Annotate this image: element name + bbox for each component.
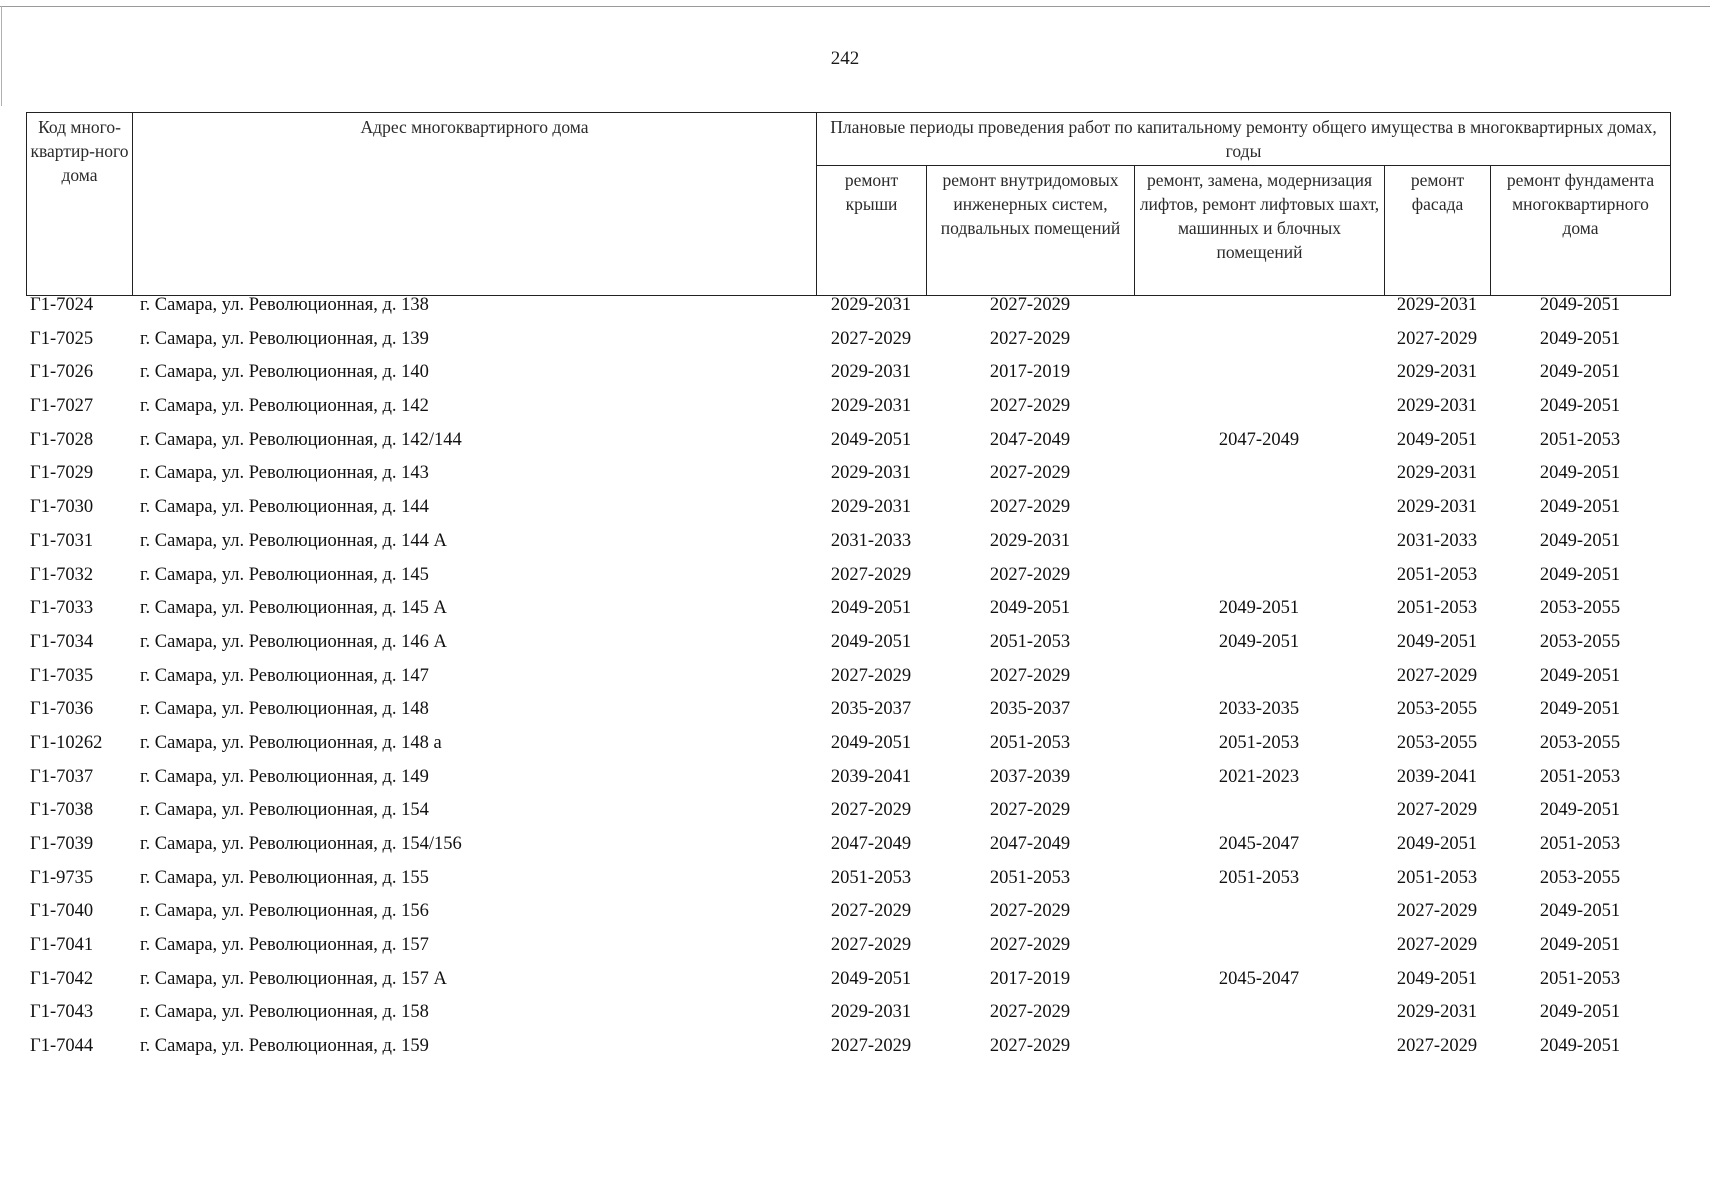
cell-engineering: 2051-2053 [989,867,1071,888]
cell-address: г. Самара, ул. Революционная, д. 145 [140,564,429,585]
cell-code: Г1-7031 [30,530,94,551]
cell-facade: 2049-2051 [1396,429,1478,450]
cell-engineering: 2027-2029 [989,901,1071,922]
cell-code: Г1-7030 [30,497,94,518]
cell-engineering: 2027-2029 [989,396,1071,417]
table-row [26,463,1670,497]
cell-elevators: 2021-2023 [1218,766,1300,787]
cell-code: Г1-7033 [30,598,94,619]
cell-code: Г1-7044 [30,1036,94,1057]
cell-facade: 2029-2031 [1396,463,1478,484]
cell-code: Г1-7032 [30,564,94,585]
cell-facade: 2027-2029 [1396,328,1478,349]
cell-engineering: 2047-2049 [989,429,1071,450]
cell-elevators: 2051-2053 [1218,732,1300,753]
table-row [26,969,1670,1003]
cell-code: Г1-7026 [30,362,94,383]
cell-address: г. Самара, ул. Революционная, д. 145 А [140,598,447,619]
cell-engineering: 2035-2037 [989,699,1071,720]
cell-elevators [1134,565,1384,599]
cell-engineering: 2027-2029 [989,1002,1071,1023]
table-row [26,800,1670,834]
cell-roof: 2047-2049 [830,834,912,854]
cell-roof: 2029-2031 [830,362,912,383]
cell-facade: 2027-2029 [1396,935,1478,956]
cell-facade: 2039-2041 [1396,766,1478,787]
cell-foundation: 2053-2055 [1539,867,1621,888]
cell-engineering: 2017-2019 [989,968,1071,989]
cell-address: г. Самара, ул. Революционная, д. 148 а [140,732,442,753]
cell-elevators [1134,935,1384,969]
cell-roof: 2051-2053 [830,867,912,888]
cell-address: г. Самара, ул. Революционная, д. 155 [140,867,429,888]
cell-facade: 2051-2053 [1396,598,1478,619]
cell-roof: 2027-2029 [830,564,912,585]
header-facade: ремонт фасада [1385,166,1491,296]
cell-roof: 2049-2051 [830,732,912,753]
cell-foundation: 2049-2051 [1539,800,1621,821]
cell-elevators: 2051-2053 [1218,867,1300,888]
cell-roof: 2029-2031 [830,396,912,417]
table-body [26,295,1670,1070]
table-row [26,834,1670,868]
cell-roof: 2027-2029 [830,665,912,686]
cell-foundation: 2049-2051 [1539,935,1621,956]
cell-foundation: 2049-2051 [1539,665,1621,686]
cell-code: Г1-7034 [30,631,94,652]
cell-facade: 2051-2053 [1396,564,1478,585]
table-row [26,699,1670,733]
cell-engineering: 2029-2031 [989,530,1071,551]
cell-roof: 2049-2051 [830,968,912,989]
cell-foundation: 2049-2051 [1539,328,1621,349]
table-row [26,565,1670,599]
cell-elevators [1134,329,1384,363]
cell-elevators [1134,800,1384,834]
cell-code: Г1-7028 [30,429,94,450]
cell-engineering: 2027-2029 [989,564,1071,585]
cell-address: г. Самара, ул. Революционная, д. 142 [140,396,429,417]
cell-foundation: 2049-2051 [1539,362,1621,383]
table-row [26,935,1670,969]
table-row [26,901,1670,935]
cell-engineering: 2027-2029 [989,1036,1071,1057]
header-foundation: ремонт фундамента многоквартирного дома [1491,166,1671,296]
cell-code: Г1-7042 [30,968,94,989]
cell-facade: 2049-2051 [1396,968,1478,989]
page-edge-line [0,6,1710,7]
cell-foundation: 2049-2051 [1539,463,1621,484]
cell-facade: 2027-2029 [1396,901,1478,922]
header-engineering: ремонт внутридомовых инженерных систем, подвальных помещений [927,166,1135,296]
cell-elevators [1134,497,1384,531]
cell-code: Г1-10262 [30,732,103,753]
cell-address: г. Самара, ул. Революционная, д. 144 А [140,530,447,551]
cell-elevators [1134,666,1384,700]
cell-foundation: 2049-2051 [1539,530,1621,551]
cell-facade: 2027-2029 [1396,800,1478,821]
cell-facade: 2031-2033 [1396,530,1478,551]
cell-engineering: 2049-2051 [989,598,1071,619]
cell-elevators [1134,901,1384,935]
cell-foundation: 2049-2051 [1539,1002,1621,1023]
header-elevators: ремонт, замена, модернизация лифтов, ремонт лифтовых шахт, машинных и блочных помещений [1135,166,1385,296]
data-table [26,295,1670,1070]
table-row [26,632,1670,666]
cell-foundation: 2051-2053 [1539,968,1621,989]
cell-facade: 2029-2031 [1396,1002,1478,1023]
table-row [26,767,1670,801]
cell-code: Г1-7036 [30,699,94,720]
cell-code: Г1-7038 [30,800,94,821]
cell-code: Г1-9735 [30,867,94,888]
cell-address: г. Самара, ул. Революционная, д. 138 [140,295,429,315]
cell-engineering: 2027-2029 [989,295,1071,315]
cell-facade: 2029-2031 [1396,295,1478,315]
cell-roof: 2039-2041 [830,766,912,787]
cell-elevators [1134,362,1384,396]
cell-foundation: 2049-2051 [1539,901,1621,922]
cell-elevators [1134,463,1384,497]
cell-roof: 2029-2031 [830,463,912,484]
cell-foundation: 2049-2051 [1539,699,1621,720]
cell-elevators: 2049-2051 [1218,631,1300,652]
cell-address: г. Самара, ул. Революционная, д. 147 [140,665,429,686]
table-row [26,362,1670,396]
cell-engineering: 2027-2029 [989,497,1071,518]
cell-foundation: 2049-2051 [1539,564,1621,585]
cell-facade: 2027-2029 [1396,1036,1478,1057]
cell-address: г. Самара, ул. Революционная, д. 154/156 [140,834,462,854]
table-row [26,497,1670,531]
cell-engineering: 2051-2053 [989,631,1071,652]
cell-address: г. Самара, ул. Революционная, д. 159 [140,1036,429,1057]
cell-code: Г1-7037 [30,766,94,787]
cell-roof: 2049-2051 [830,631,912,652]
cell-roof: 2027-2029 [830,935,912,956]
cell-facade: 2049-2051 [1396,834,1478,854]
cell-foundation: 2049-2051 [1539,497,1621,518]
cell-roof: 2029-2031 [830,497,912,518]
table-row [26,430,1670,464]
cell-elevators: 2045-2047 [1218,968,1300,989]
table-row [26,329,1670,363]
cell-elevators: 2033-2035 [1218,699,1300,720]
cell-address: г. Самара, ул. Революционная, д. 139 [140,328,429,349]
cell-facade: 2029-2031 [1396,396,1478,417]
cell-roof: 2027-2029 [830,1036,912,1057]
cell-engineering: 2047-2049 [989,834,1071,854]
cell-facade: 2053-2055 [1396,732,1478,753]
cell-elevators: 2047-2049 [1218,429,1300,450]
table-row [26,396,1670,430]
cell-elevators [1134,1002,1384,1036]
table-row [26,868,1670,902]
cell-code: Г1-7029 [30,463,94,484]
cell-foundation: 2053-2055 [1539,732,1621,753]
cell-address: г. Самара, ул. Революционная, д. 148 [140,699,429,720]
cell-foundation: 2049-2051 [1539,396,1621,417]
cell-roof: 2049-2051 [830,598,912,619]
cell-engineering: 2017-2019 [989,362,1071,383]
cell-code: Г1-7035 [30,665,94,686]
cell-roof: 2029-2031 [830,295,912,315]
cell-roof: 2027-2029 [830,800,912,821]
cell-foundation: 2051-2053 [1539,766,1621,787]
cell-address: г. Самара, ул. Революционная, д. 142/144 [140,429,462,450]
cell-address: г. Самара, ул. Революционная, д. 156 [140,901,429,922]
cell-elevators [1134,396,1384,430]
cell-engineering: 2027-2029 [989,935,1071,956]
cell-code: Г1-7041 [30,935,94,956]
cell-engineering: 2027-2029 [989,665,1071,686]
cell-engineering: 2037-2039 [989,766,1071,787]
cell-roof: 2029-2031 [830,1002,912,1023]
cell-roof: 2027-2029 [830,328,912,349]
cell-facade: 2049-2051 [1396,631,1478,652]
cell-engineering: 2027-2029 [989,328,1071,349]
cell-address: г. Самара, ул. Революционная, д. 143 [140,463,429,484]
cell-foundation: 2049-2051 [1539,1036,1621,1057]
cell-roof: 2049-2051 [830,429,912,450]
cell-roof: 2027-2029 [830,901,912,922]
cell-facade: 2029-2031 [1396,362,1478,383]
cell-foundation: 2049-2051 [1539,295,1621,315]
cell-engineering: 2027-2029 [989,463,1071,484]
cell-engineering: 2051-2053 [989,732,1071,753]
cell-facade: 2029-2031 [1396,497,1478,518]
table-row [26,1036,1670,1070]
cell-code: Г1-7043 [30,1002,94,1023]
cell-address: г. Самара, ул. Революционная, д. 149 [140,766,429,787]
page-number: 242 [830,48,860,69]
cell-address: г. Самара, ул. Революционная, д. 158 [140,1002,429,1023]
cell-elevators [1134,531,1384,565]
header-roof: ремонт крыши [817,166,927,296]
cell-address: г. Самара, ул. Революционная, д. 154 [140,800,429,821]
cell-address: г. Самара, ул. Революционная, д. 157 А [140,968,447,989]
cell-facade: 2051-2053 [1396,867,1478,888]
cell-elevators [1134,1036,1384,1070]
header-periods-group: Плановые периоды проведения работ по капитальному ремонту общего имущества в многоквартирных домах, годы [817,113,1671,166]
cell-foundation: 2053-2055 [1539,631,1621,652]
header-address: Адрес многоквартирного дома [133,113,817,296]
cell-address: г. Самара, ул. Революционная, д. 140 [140,362,429,383]
table-header [26,112,1671,296]
table-row [26,733,1670,767]
cell-elevators: 2049-2051 [1218,598,1300,619]
cell-code: Г1-7024 [30,295,94,315]
cell-foundation: 2053-2055 [1539,598,1621,619]
header-code: Код много-квартир-ного дома [27,113,133,296]
cell-elevators [1134,295,1384,329]
table-row [26,531,1670,565]
cell-code: Г1-7040 [30,901,94,922]
table-row [26,598,1670,632]
cell-facade: 2027-2029 [1396,665,1478,686]
cell-foundation: 2051-2053 [1539,834,1621,854]
table-row [26,666,1670,700]
cell-code: Г1-7025 [30,328,94,349]
cell-code: Г1-7027 [30,396,94,417]
cell-address: г. Самара, ул. Революционная, д. 146 А [140,631,447,652]
table-row [26,295,1670,329]
cell-roof: 2031-2033 [830,530,912,551]
cell-engineering: 2027-2029 [989,800,1071,821]
cell-code: Г1-7039 [30,834,94,854]
cell-address: г. Самара, ул. Революционная, д. 157 [140,935,429,956]
cell-roof: 2035-2037 [830,699,912,720]
cell-address: г. Самара, ул. Революционная, д. 144 [140,497,429,518]
cell-elevators: 2045-2047 [1218,834,1300,854]
table-row [26,1002,1670,1036]
cell-facade: 2053-2055 [1396,699,1478,720]
cell-foundation: 2051-2053 [1539,429,1621,450]
